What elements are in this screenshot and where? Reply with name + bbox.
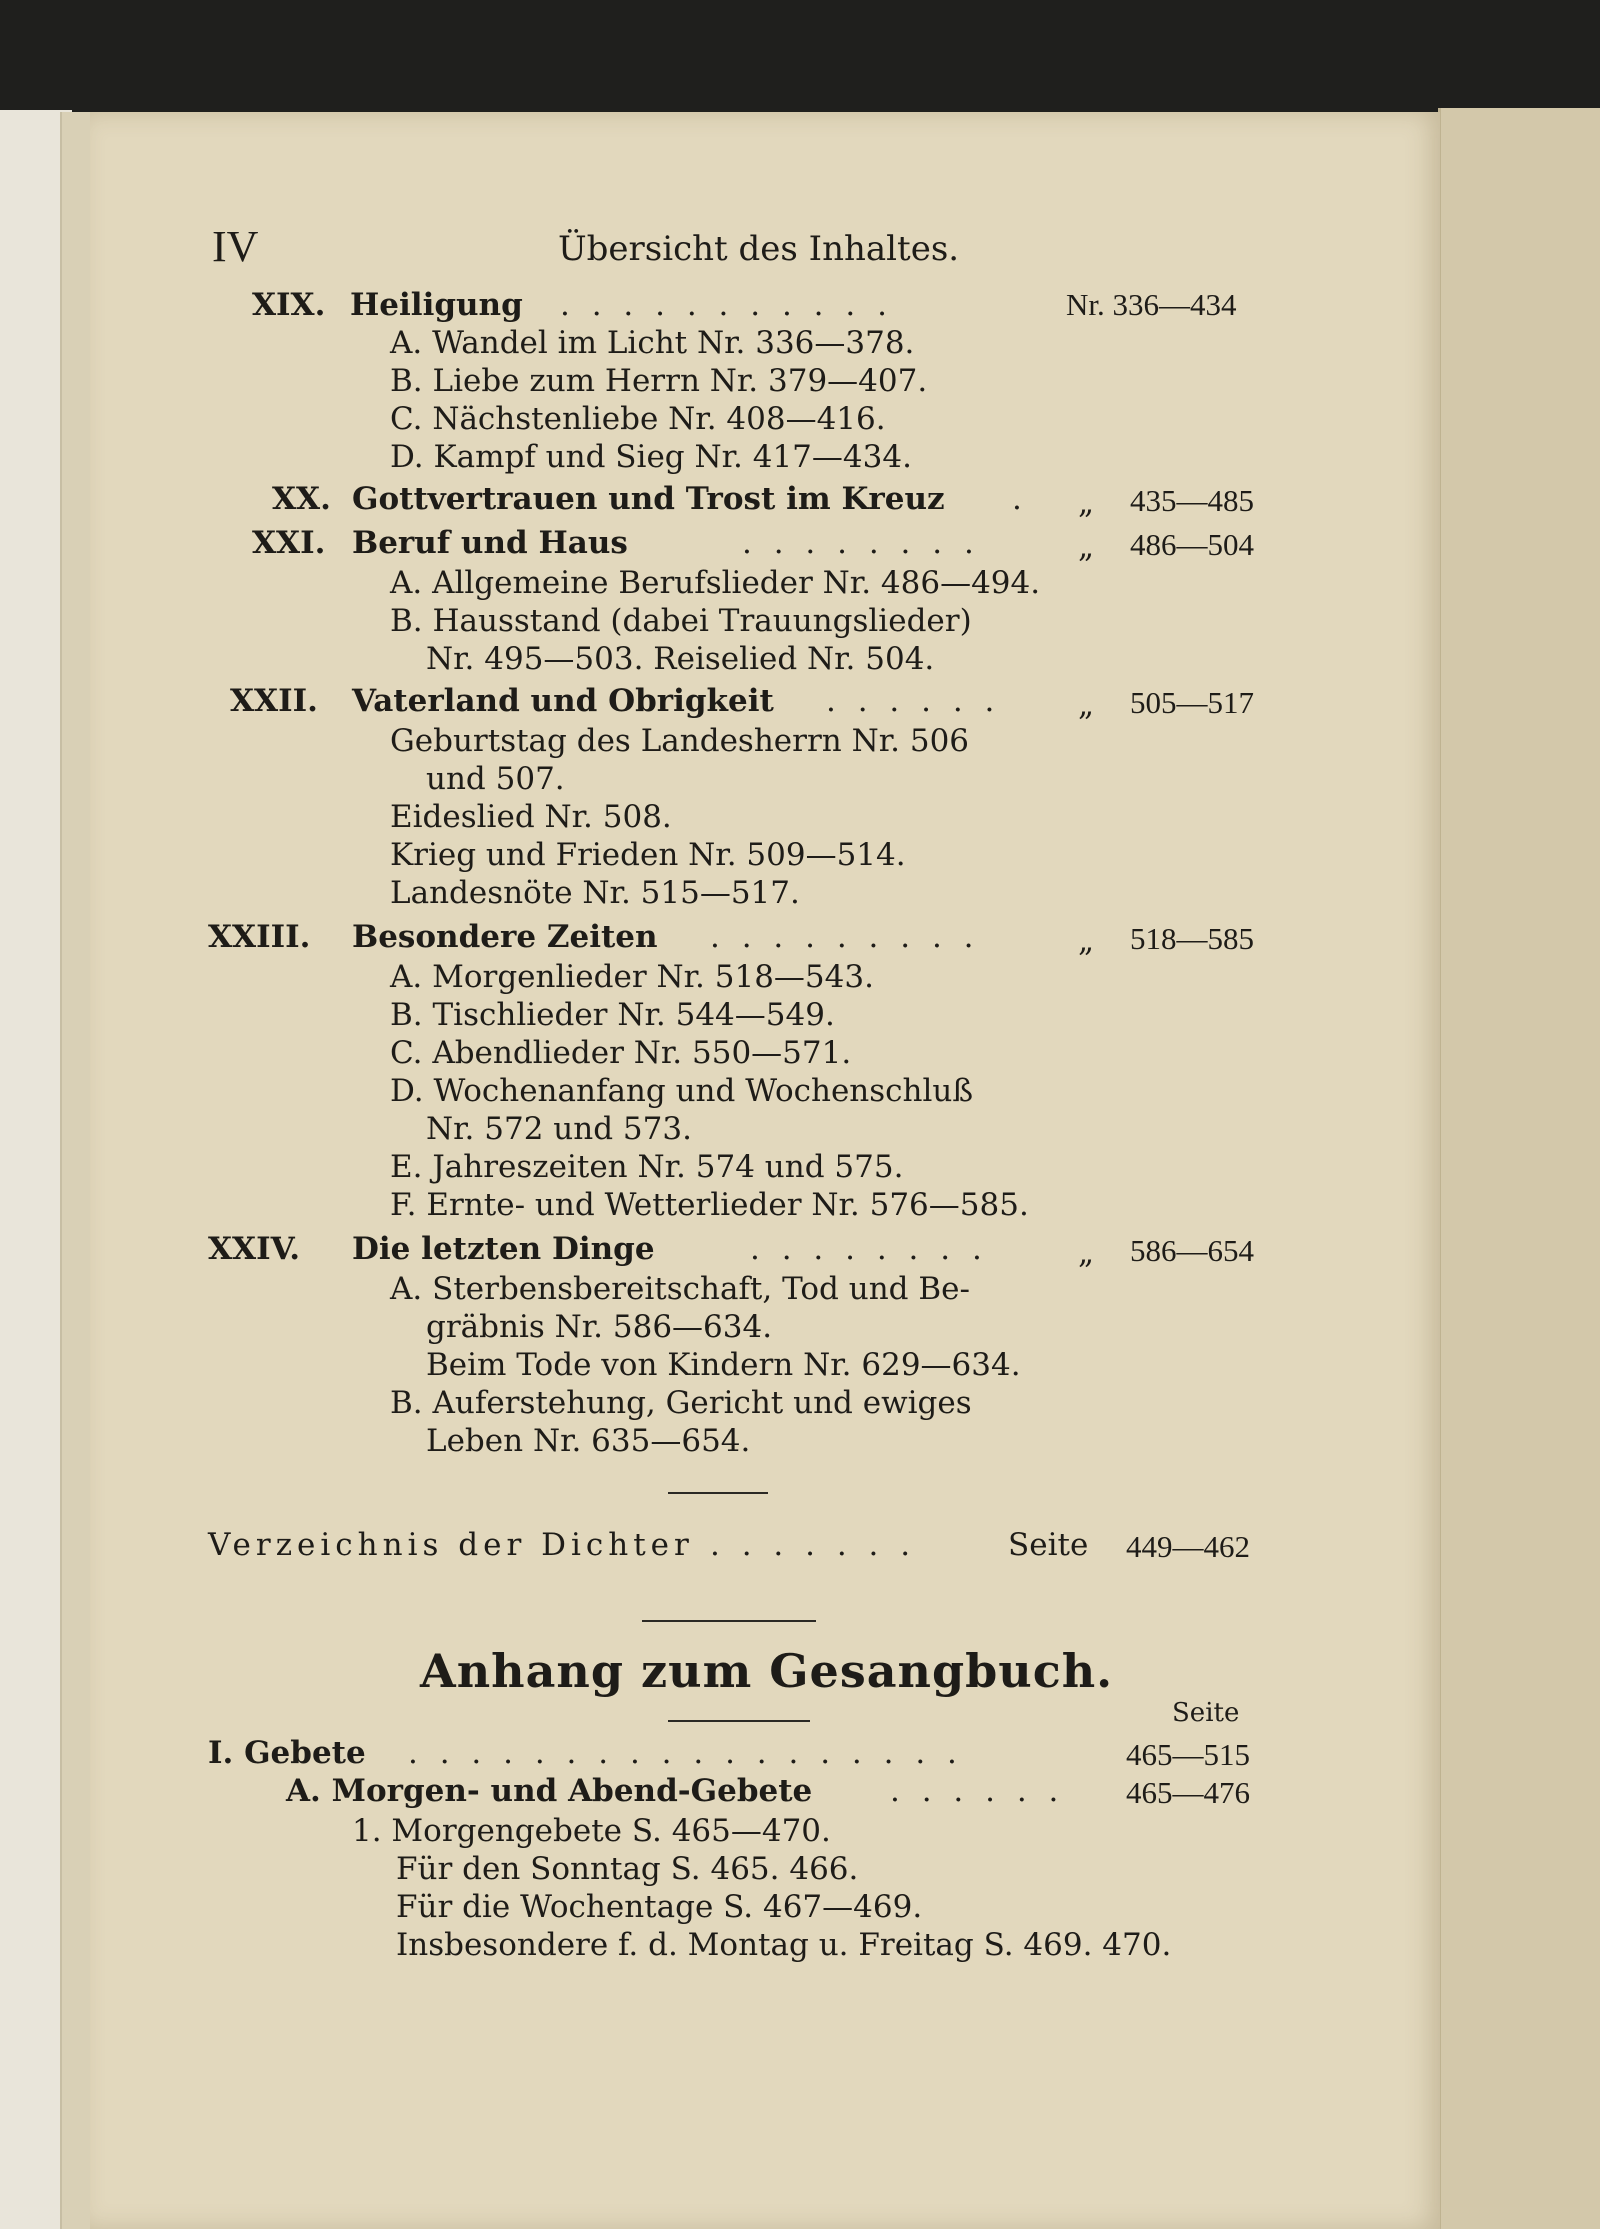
leader-dots: . . . . . . . . . . . [560,287,893,323]
subsection: F. Ernte- und Wetterlieder Nr. 576—585. [390,1187,1029,1223]
leader-dots: . . . . . . . . . . . . . . . . . . [408,1735,963,1771]
subsection: A. Allgemeine Berufslieder Nr. 486—494. [390,565,1041,601]
leader-dots: . . . . . . [826,683,1001,719]
leader-dots: . [1012,481,1028,517]
subsection: Geburtstag des Landesherrn Nr. 506 [390,723,970,759]
subsection-continued: Nr. 495—503. Reiselied Nr. 504. [426,641,935,677]
poets-index-ref: 449—462 [1126,1529,1250,1564]
appendix-subline: 1. Morgengebete S. 465—470. [352,1813,831,1849]
divider [668,1492,768,1494]
subsection-continued: Beim Tode von Kindern Nr. 629—634. [426,1347,1021,1383]
subsection: Krieg und Frieden Nr. 509—514. [390,837,906,873]
leader-dots: . . . . . . . . . [710,919,980,955]
section-numeral: XXIII. [208,919,311,955]
subsection: D. Wochenanfang und Wochenschluß [390,1073,974,1109]
facing-page-edge [1438,108,1600,2229]
ditto-mark: „ [1078,529,1095,565]
section-title: Besondere Zeiten [352,919,658,955]
subsection: E. Jahreszeiten Nr. 574 und 575. [390,1149,904,1185]
section-numeral: XXI. [252,525,326,561]
appendix-entry-label: I. Gebete [208,1735,366,1771]
appendix-entry-ref: 465—515 [1126,1737,1250,1772]
ditto-mark: „ [1078,687,1095,723]
subsection: C. Abendlieder Nr. 550—571. [390,1035,852,1071]
page-title: Übersicht des Inhaltes. [558,229,960,269]
section-numeral: XXIV. [208,1231,301,1267]
subsection: B. Tischlieder Nr. 544—549. [390,997,835,1033]
subsection: A. Sterbensbereitschaft, Tod und Be- [390,1271,970,1307]
section-ref: Nr. 336—434 [1066,287,1237,322]
page-column-label: Seite [1172,1698,1240,1728]
book-binding [0,0,1600,120]
subsection: B. Liebe zum Herrn Nr. 379—407. [390,363,928,399]
section-ref: 435—485 [1130,483,1254,518]
appendix-subline: Für den Sonntag S. 465. 466. [396,1851,859,1887]
subsection-continued: Nr. 572 und 573. [426,1111,692,1147]
section-numeral: XXII. [230,683,318,719]
subsection: Landesnöte Nr. 515—517. [390,875,800,911]
ditto-mark: „ [1078,485,1095,521]
appendix-subline: Insbesondere f. d. Montag u. Freitag S. 469. 470. [396,1927,1172,1963]
section-ref: 505—517 [1130,685,1254,720]
section-title: Gottvertrauen und Trost im Kreuz [352,481,945,517]
section-title: Beruf und Haus [352,525,628,561]
subsection: B. Auferstehung, Gericht und ewiges [390,1385,972,1421]
leader-dots: . . . . . . . . [742,525,980,561]
poets-index-prefix: Seite [1008,1527,1089,1563]
leader-dots: . . . . . . [890,1773,1065,1809]
section-ref: 586—654 [1130,1233,1254,1268]
subsection: A. Wandel im Licht Nr. 336—378. [390,325,915,361]
section-numeral: XIX. [252,287,326,323]
appendix-entry-ref: 465—476 [1126,1775,1250,1810]
divider [668,1720,810,1722]
page-number: IV [212,222,259,271]
subsection: B. Hausstand (dabei Trauungslieder) [390,603,972,639]
section-title: Heiligung [350,287,523,323]
leader-dots: . . . . . . . . [750,1231,988,1267]
ditto-mark: „ [1078,923,1095,959]
divider [642,1620,816,1622]
ditto-mark: „ [1078,1235,1095,1271]
subsection: Eideslied Nr. 508. [390,799,672,835]
appendix-entry-label: A. Morgen- und Abend-Gebete [286,1773,813,1809]
subsection-continued: gräbnis Nr. 586—634. [426,1309,773,1345]
poets-index-label: Verzeichnis der Dichter [208,1527,694,1563]
section-title: Vaterland und Obrigkeit [352,683,774,719]
appendix-title: Anhang zum Gesangbuch. [420,1644,1114,1698]
subsection-continued: Leben Nr. 635—654. [426,1423,751,1459]
section-numeral: XX. [272,481,331,517]
subsection: D. Kampf und Sieg Nr. 417—434. [390,439,912,475]
book-page [90,112,1440,2229]
section-ref: 486—504 [1130,527,1254,562]
appendix-subline: Für die Wochentage S. 467—469. [396,1889,923,1925]
subsection-continued: und 507. [426,761,565,797]
section-title: Die letzten Dinge [352,1231,655,1267]
subsection: A. Morgenlieder Nr. 518—543. [390,959,874,995]
section-ref: 518—585 [1130,921,1254,956]
leader-dots: . . . . . . . [710,1527,917,1563]
subsection: C. Nächstenliebe Nr. 408—416. [390,401,886,437]
